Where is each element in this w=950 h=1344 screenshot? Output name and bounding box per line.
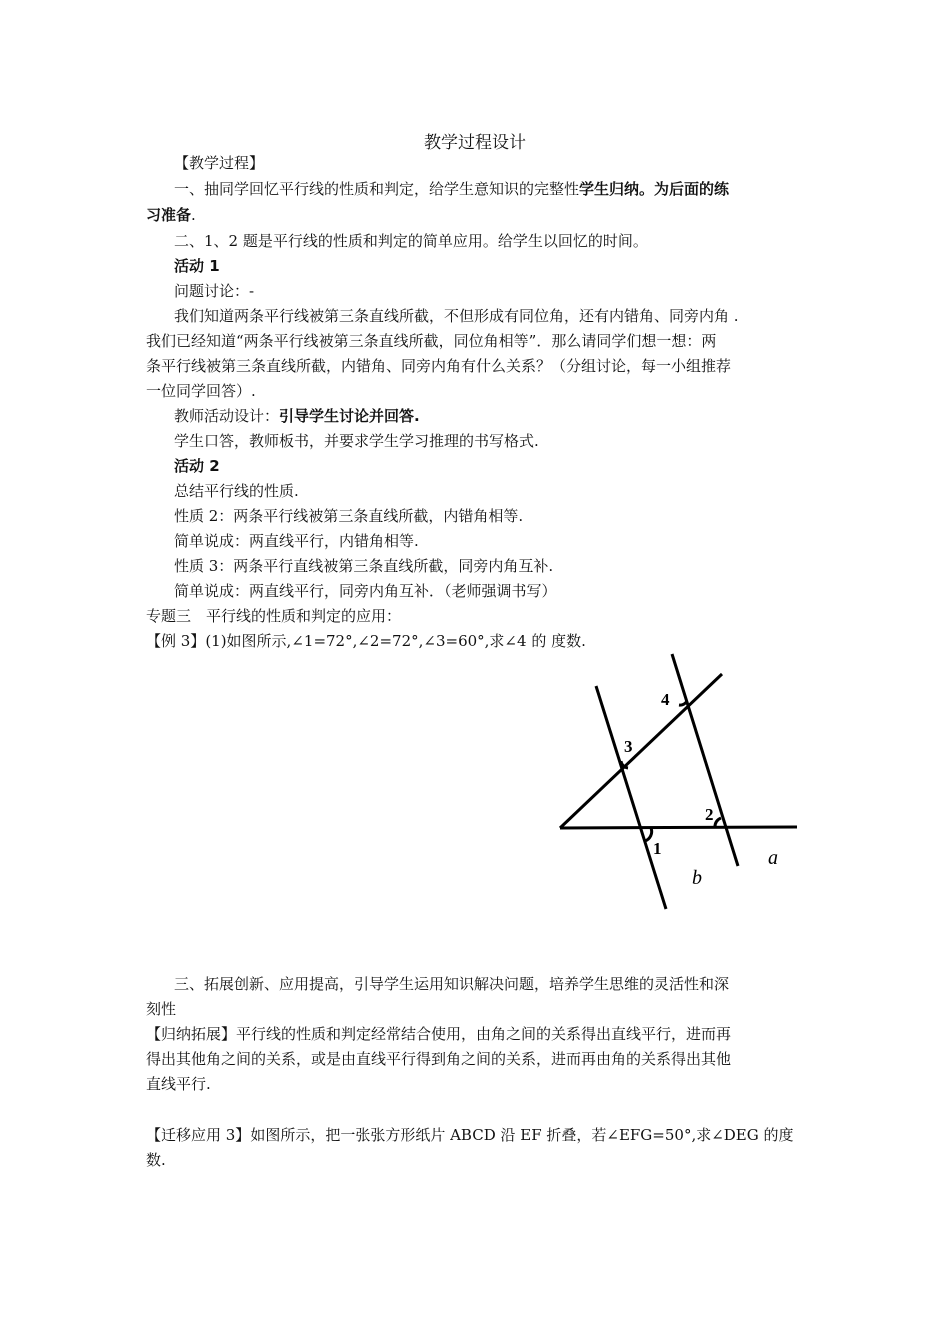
activity-1-label: 活动 1 <box>174 257 220 275</box>
paragraph-4-line-1: 三、拓展创新、应用提高，引导学生运用知识解决问题，培养学生思维的灵活性和深 <box>174 975 730 993</box>
paragraph-3-line-1: 我们知道两条平行线被第三条直线所截，不但形成有同位角，还有内错角、同旁内角 . <box>174 307 739 325</box>
teacher-activity-label: 教师活动设计： <box>174 407 280 425</box>
example-3-label: 【例 3】 <box>146 632 206 650</box>
angle-label-1: 1 <box>653 839 662 858</box>
line-b <box>596 686 666 909</box>
line-label-a: a <box>768 847 778 869</box>
induction-line-3: 直线平行. <box>146 1075 211 1093</box>
line-label-b: b <box>692 867 702 889</box>
teacher-activity-bold: 引导学生讨论并回答. <box>279 407 420 425</box>
line-a <box>672 654 738 866</box>
activity-2-label: 活动 2 <box>174 457 220 475</box>
summary-line: 总结平行线的性质. <box>174 482 299 500</box>
section-label: 【教学过程】 <box>174 154 265 172</box>
paragraph-1-bold-2: 习准备 <box>146 206 192 224</box>
transfer-label: 【迁移应用 3】 <box>146 1126 251 1144</box>
angle-1-arc <box>645 828 652 841</box>
angle-label-2: 2 <box>705 805 714 824</box>
transfer-line-2: 数. <box>146 1151 166 1169</box>
induction-text-1: 平行线的性质和判定经常结合使用，由角之间的关系得出直线平行，进而再 <box>236 1025 732 1043</box>
activity-2-heading <box>174 453 812 479</box>
paragraph-3-line-3: 条平行线被第三条直线所截，内错角、同旁内角有什么关系？（分组讨论，每一小组推荐 <box>146 357 732 375</box>
induction-line-2: 得出其他角之间的关系，或是由直线平行得到角之间的关系，进而再由角的关系得出其他 <box>146 1050 732 1068</box>
property-2: 性质 2：两条平行线被第三条直线所截，内错角相等. <box>174 507 524 525</box>
paragraph-2: 二、1、2 题是平行线的性质和判定的简单应用。给学生以回忆的时间。 <box>174 232 648 250</box>
property-3: 性质 3：两条平行直线被第三条直线所截，同旁内角互补. <box>174 557 554 575</box>
transfer-line-1 <box>146 1122 812 1148</box>
paragraph-1-end: . <box>191 206 196 224</box>
question-discussion: 问题讨论：- <box>174 282 255 300</box>
example-3-text: (1)如图所示,∠1=72°,∠2=72°,∠3=60°,求∠4 的 度数. <box>205 632 586 650</box>
paragraph-1-bold: 学生归纳。为后面的练 <box>579 180 730 198</box>
angle-label-3: 3 <box>624 737 633 756</box>
paragraph-3-line-4: 一位同学回答）. <box>146 382 256 400</box>
activity-1-heading <box>174 253 812 279</box>
angle-2-arc <box>715 818 721 827</box>
paragraph-1-line-2 <box>146 202 812 228</box>
angle-4-arc <box>679 701 687 705</box>
page-title: 教学过程设计 <box>424 133 526 153</box>
transfer-text-1: 如图所示，把一张张方形纸片 ABCD 沿 EF 折叠，若∠EFG=50°,求∠DEG 的度 <box>250 1126 794 1144</box>
paragraph-1-text: 一、抽同学回忆平行线的性质和判定，给学生意知识的完整性 <box>174 180 580 198</box>
simple-3: 简单说成：两直线平行，同旁内角互补．（老师强调书写） <box>174 582 557 600</box>
topic-3-heading: 专题三 平行线的性质和判定的应用： <box>146 607 402 625</box>
paragraph-4-line-2: 刻性 <box>146 1000 177 1018</box>
induction-line-1 <box>146 1021 812 1047</box>
line-horizontal <box>560 827 797 828</box>
angle-label-4: 4 <box>661 690 670 709</box>
student-answer: 学生口答，教师板书，并要求学生学习推理的书写格式. <box>174 432 539 450</box>
induction-label: 【归纳拓展】 <box>146 1025 237 1043</box>
teacher-activity <box>174 403 812 429</box>
paragraph-1-line-1 <box>174 176 812 202</box>
simple-2: 简单说成：两直线平行，内错角相等. <box>174 532 419 550</box>
paragraph-3-line-2: 我们已经知道“两条平行线被第三条直线所截，同位角相等”．那么请同学们想一想：两 <box>146 332 717 350</box>
line-transversal-diagonal <box>560 674 722 828</box>
parallel-lines-figure <box>540 640 820 930</box>
